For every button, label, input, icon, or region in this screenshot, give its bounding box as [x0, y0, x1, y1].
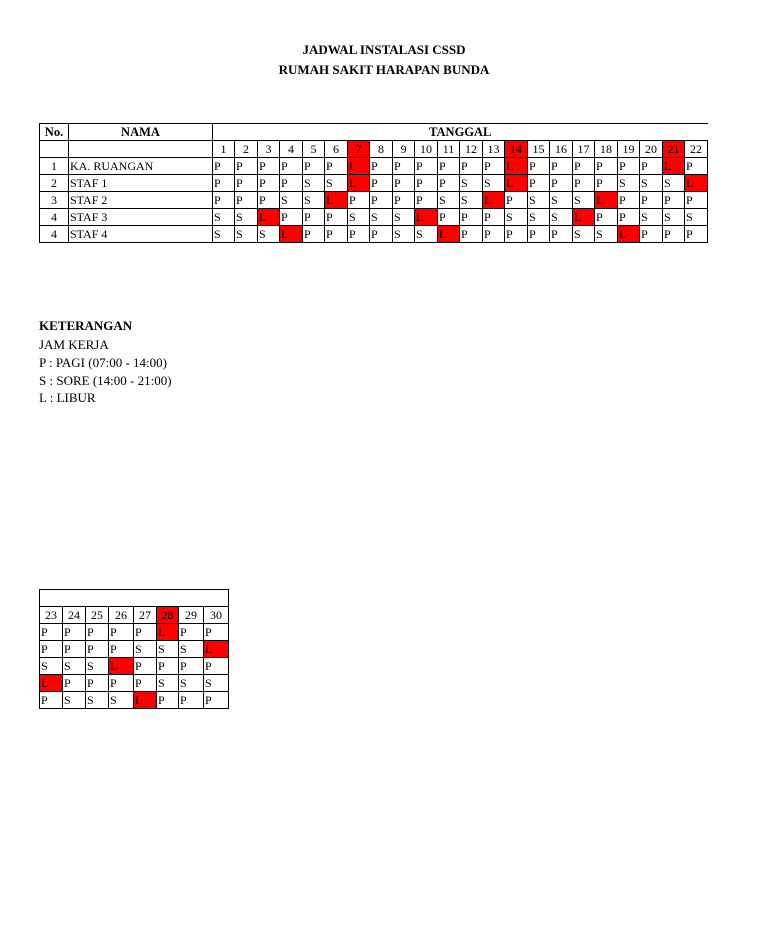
shift-cell: P	[415, 175, 438, 192]
shift-cell: P	[550, 226, 573, 243]
legend-jam-kerja: JAM KERJA	[39, 337, 109, 352]
shift-cell: P	[460, 158, 483, 175]
shift-cell: P	[179, 624, 204, 641]
shift-cell: S	[663, 209, 685, 226]
date-cell: 15	[528, 141, 550, 158]
shift-cell: S	[618, 175, 640, 192]
date-cell: 10	[415, 141, 438, 158]
shift-cell: P	[528, 226, 550, 243]
shift-cell: S	[550, 192, 573, 209]
shift-cell: P	[640, 192, 663, 209]
date-cell: 21	[663, 141, 685, 158]
shift-cell: S	[393, 226, 415, 243]
shift-cell: S	[86, 658, 109, 675]
shift-cell: S	[663, 175, 685, 192]
date-cell: 13	[483, 141, 505, 158]
continued-header-blank	[40, 590, 229, 607]
date-cell: 6	[325, 141, 348, 158]
legend-pagi: P : PAGI (07:00 - 14:00)	[39, 355, 167, 370]
shift-cell: L	[505, 158, 528, 175]
table-row	[40, 175, 708, 192]
shift-cell: P	[303, 209, 325, 226]
shift-cell: S	[213, 209, 235, 226]
shift-cell: P	[573, 175, 595, 192]
shift-cell: S	[86, 692, 109, 709]
page-subtitle: RUMAH SAKIT HARAPAN BUNDA	[278, 62, 490, 77]
date-cell: 25	[86, 607, 109, 624]
shift-cell: P	[303, 158, 325, 175]
shift-cell: L	[415, 209, 438, 226]
shift-cell: L	[204, 641, 229, 658]
shift-cell: P	[213, 192, 235, 209]
shift-cell: L	[109, 658, 134, 675]
shift-cell: P	[63, 641, 86, 658]
shift-cell: S	[528, 209, 550, 226]
date-cell: 8	[370, 141, 393, 158]
shift-cell: P	[258, 158, 280, 175]
shift-cell: P	[438, 209, 460, 226]
shift-cell: P	[86, 624, 109, 641]
legend-sore: S : SORE (14:00 - 21:00)	[39, 373, 172, 388]
shift-cell: P	[370, 175, 393, 192]
shift-cell: P	[460, 226, 483, 243]
shift-cell: S	[573, 226, 595, 243]
shift-cell: S	[438, 192, 460, 209]
date-cell: 9	[393, 141, 415, 158]
shift-cell: P	[86, 675, 109, 692]
table-row	[40, 658, 229, 675]
shift-cell: P	[258, 192, 280, 209]
date-cell: 29	[179, 607, 204, 624]
shift-cell: L	[505, 175, 528, 192]
shift-cell: S	[573, 192, 595, 209]
shift-cell: S	[63, 692, 86, 709]
staff-name: STAF 1	[69, 175, 213, 192]
shift-cell: L	[573, 209, 595, 226]
shift-cell: S	[348, 209, 370, 226]
shift-cell: P	[663, 192, 685, 209]
shift-cell: S	[685, 209, 708, 226]
shift-cell: P	[179, 658, 204, 675]
shift-cell: P	[573, 158, 595, 175]
shift-cell: S	[460, 192, 483, 209]
shift-cell: P	[595, 158, 618, 175]
shift-cell: L	[134, 692, 157, 709]
shift-cell: P	[157, 692, 179, 709]
shift-cell: P	[179, 692, 204, 709]
shift-cell: P	[685, 158, 708, 175]
table-row	[40, 675, 229, 692]
shift-cell: L	[348, 158, 370, 175]
shift-cell: L	[280, 226, 303, 243]
shift-cell: S	[235, 226, 258, 243]
row-number: 1	[40, 158, 69, 175]
shift-cell: P	[685, 192, 708, 209]
header-tanggal: TANGGAL	[213, 124, 708, 141]
shift-cell: P	[325, 158, 348, 175]
table-row	[40, 209, 708, 226]
staff-name: STAF 3	[69, 209, 213, 226]
row-number: 4	[40, 209, 69, 226]
shift-cell: L	[618, 226, 640, 243]
shift-cell: P	[40, 624, 63, 641]
shift-cell: P	[235, 175, 258, 192]
shift-cell: S	[640, 209, 663, 226]
shift-cell: S	[393, 209, 415, 226]
date-cell: 22	[685, 141, 708, 158]
row-number: 3	[40, 192, 69, 209]
staff-name: STAF 4	[69, 226, 213, 243]
shift-cell: P	[134, 624, 157, 641]
shift-cell: L	[438, 226, 460, 243]
shift-cell: P	[438, 175, 460, 192]
shift-cell: P	[370, 158, 393, 175]
shift-cell: S	[415, 226, 438, 243]
shift-cell: P	[134, 675, 157, 692]
shift-cell: S	[595, 226, 618, 243]
row-number: 4	[40, 226, 69, 243]
shift-cell: P	[438, 158, 460, 175]
shift-cell: P	[280, 158, 303, 175]
date-cell: 19	[618, 141, 640, 158]
shift-cell: P	[370, 192, 393, 209]
shift-cell: S	[483, 175, 505, 192]
row-number: 2	[40, 175, 69, 192]
date-cell: 11	[438, 141, 460, 158]
shift-cell: S	[370, 209, 393, 226]
date-cell: 14	[505, 141, 528, 158]
table-row	[40, 158, 708, 175]
shift-cell: P	[213, 158, 235, 175]
date-cell: 24	[63, 607, 86, 624]
shift-cell: P	[325, 226, 348, 243]
shift-cell: P	[258, 175, 280, 192]
table-row	[40, 641, 229, 658]
shift-cell: L	[325, 192, 348, 209]
shift-cell: P	[618, 209, 640, 226]
date-cell: 12	[460, 141, 483, 158]
shift-cell: P	[204, 658, 229, 675]
shift-cell: P	[204, 624, 229, 641]
page-title: JADWAL INSTALASI CSSD	[302, 42, 466, 57]
shift-cell: L	[157, 624, 179, 641]
header-no: No.	[40, 124, 69, 141]
shift-cell: P	[505, 192, 528, 209]
shift-cell: P	[663, 226, 685, 243]
date-cell: 17	[573, 141, 595, 158]
legend-title: KETERANGAN	[39, 318, 133, 333]
shift-cell: P	[640, 226, 663, 243]
date-cell: 1	[213, 141, 235, 158]
schedule-table-continued	[39, 589, 229, 709]
date-cell: 23	[40, 607, 63, 624]
date-cell: 27	[134, 607, 157, 624]
date-cell: 18	[595, 141, 618, 158]
shift-cell: S	[157, 675, 179, 692]
shift-cell: P	[204, 692, 229, 709]
shift-cell: P	[63, 675, 86, 692]
shift-cell: P	[157, 658, 179, 675]
shift-cell: L	[258, 209, 280, 226]
shift-cell: P	[370, 226, 393, 243]
shift-cell: S	[303, 175, 325, 192]
date-cell: 20	[640, 141, 663, 158]
shift-cell: P	[393, 158, 415, 175]
shift-cell: S	[303, 192, 325, 209]
staff-name: KA. RUANGAN	[69, 158, 213, 175]
shift-cell: L	[595, 192, 618, 209]
shift-cell: P	[280, 209, 303, 226]
shift-cell: P	[134, 658, 157, 675]
shift-cell: L	[348, 175, 370, 192]
shift-cell: S	[157, 641, 179, 658]
shift-cell: P	[528, 175, 550, 192]
shift-cell: P	[483, 209, 505, 226]
shift-cell: S	[63, 658, 86, 675]
date-cell: 26	[109, 607, 134, 624]
shift-cell: P	[393, 192, 415, 209]
shift-cell: P	[213, 175, 235, 192]
date-cell: 3	[258, 141, 280, 158]
shift-cell: P	[550, 175, 573, 192]
header-blank	[40, 141, 69, 158]
shift-cell: P	[348, 226, 370, 243]
shift-cell: S	[109, 692, 134, 709]
shift-cell: P	[40, 641, 63, 658]
date-cell: 2	[235, 141, 258, 158]
date-cell: 16	[550, 141, 573, 158]
shift-cell: S	[325, 175, 348, 192]
date-cell: 4	[280, 141, 303, 158]
shift-cell: P	[595, 175, 618, 192]
shift-cell: L	[483, 192, 505, 209]
shift-cell: P	[109, 675, 134, 692]
shift-cell: S	[235, 209, 258, 226]
shift-cell: P	[348, 192, 370, 209]
table-row	[40, 192, 708, 209]
shift-cell: S	[40, 658, 63, 675]
date-cell: 5	[303, 141, 325, 158]
shift-cell: P	[86, 641, 109, 658]
date-cell: 28	[157, 607, 179, 624]
table-row	[40, 692, 229, 709]
date-cell: 30	[204, 607, 229, 624]
shift-cell: P	[325, 209, 348, 226]
shift-cell: P	[415, 192, 438, 209]
legend-libur: L : LIBUR	[39, 390, 96, 405]
shift-cell: P	[528, 158, 550, 175]
shift-cell: S	[213, 226, 235, 243]
shift-cell: L	[663, 158, 685, 175]
shift-cell: S	[550, 209, 573, 226]
shift-cell: P	[483, 226, 505, 243]
shift-cell: S	[204, 675, 229, 692]
shift-cell: P	[415, 158, 438, 175]
shift-cell: P	[280, 175, 303, 192]
shift-cell: P	[109, 624, 134, 641]
header-blank	[69, 141, 213, 158]
shift-cell: S	[258, 226, 280, 243]
shift-cell: P	[40, 692, 63, 709]
shift-cell: P	[303, 226, 325, 243]
header-nama: NAMA	[69, 124, 213, 141]
shift-cell: P	[618, 158, 640, 175]
date-cell: 7	[348, 141, 370, 158]
shift-cell: P	[505, 226, 528, 243]
shift-cell: P	[595, 209, 618, 226]
shift-cell: S	[179, 641, 204, 658]
table-row	[40, 624, 229, 641]
shift-cell: P	[235, 192, 258, 209]
shift-cell: P	[393, 175, 415, 192]
table-row	[40, 226, 708, 243]
shift-cell: S	[280, 192, 303, 209]
shift-cell: P	[550, 158, 573, 175]
shift-cell: L	[685, 175, 708, 192]
shift-cell: P	[685, 226, 708, 243]
shift-cell: S	[460, 175, 483, 192]
shift-cell: P	[109, 641, 134, 658]
shift-cell: P	[235, 158, 258, 175]
shift-cell: P	[483, 158, 505, 175]
shift-cell: P	[618, 192, 640, 209]
shift-cell: P	[460, 209, 483, 226]
shift-cell: S	[640, 175, 663, 192]
shift-cell: P	[63, 624, 86, 641]
shift-cell: S	[179, 675, 204, 692]
shift-cell: L	[40, 675, 63, 692]
shift-cell: P	[640, 158, 663, 175]
shift-cell: S	[134, 641, 157, 658]
schedule-table	[39, 123, 708, 243]
shift-cell: S	[505, 209, 528, 226]
shift-cell: S	[528, 192, 550, 209]
staff-name: STAF 2	[69, 192, 213, 209]
